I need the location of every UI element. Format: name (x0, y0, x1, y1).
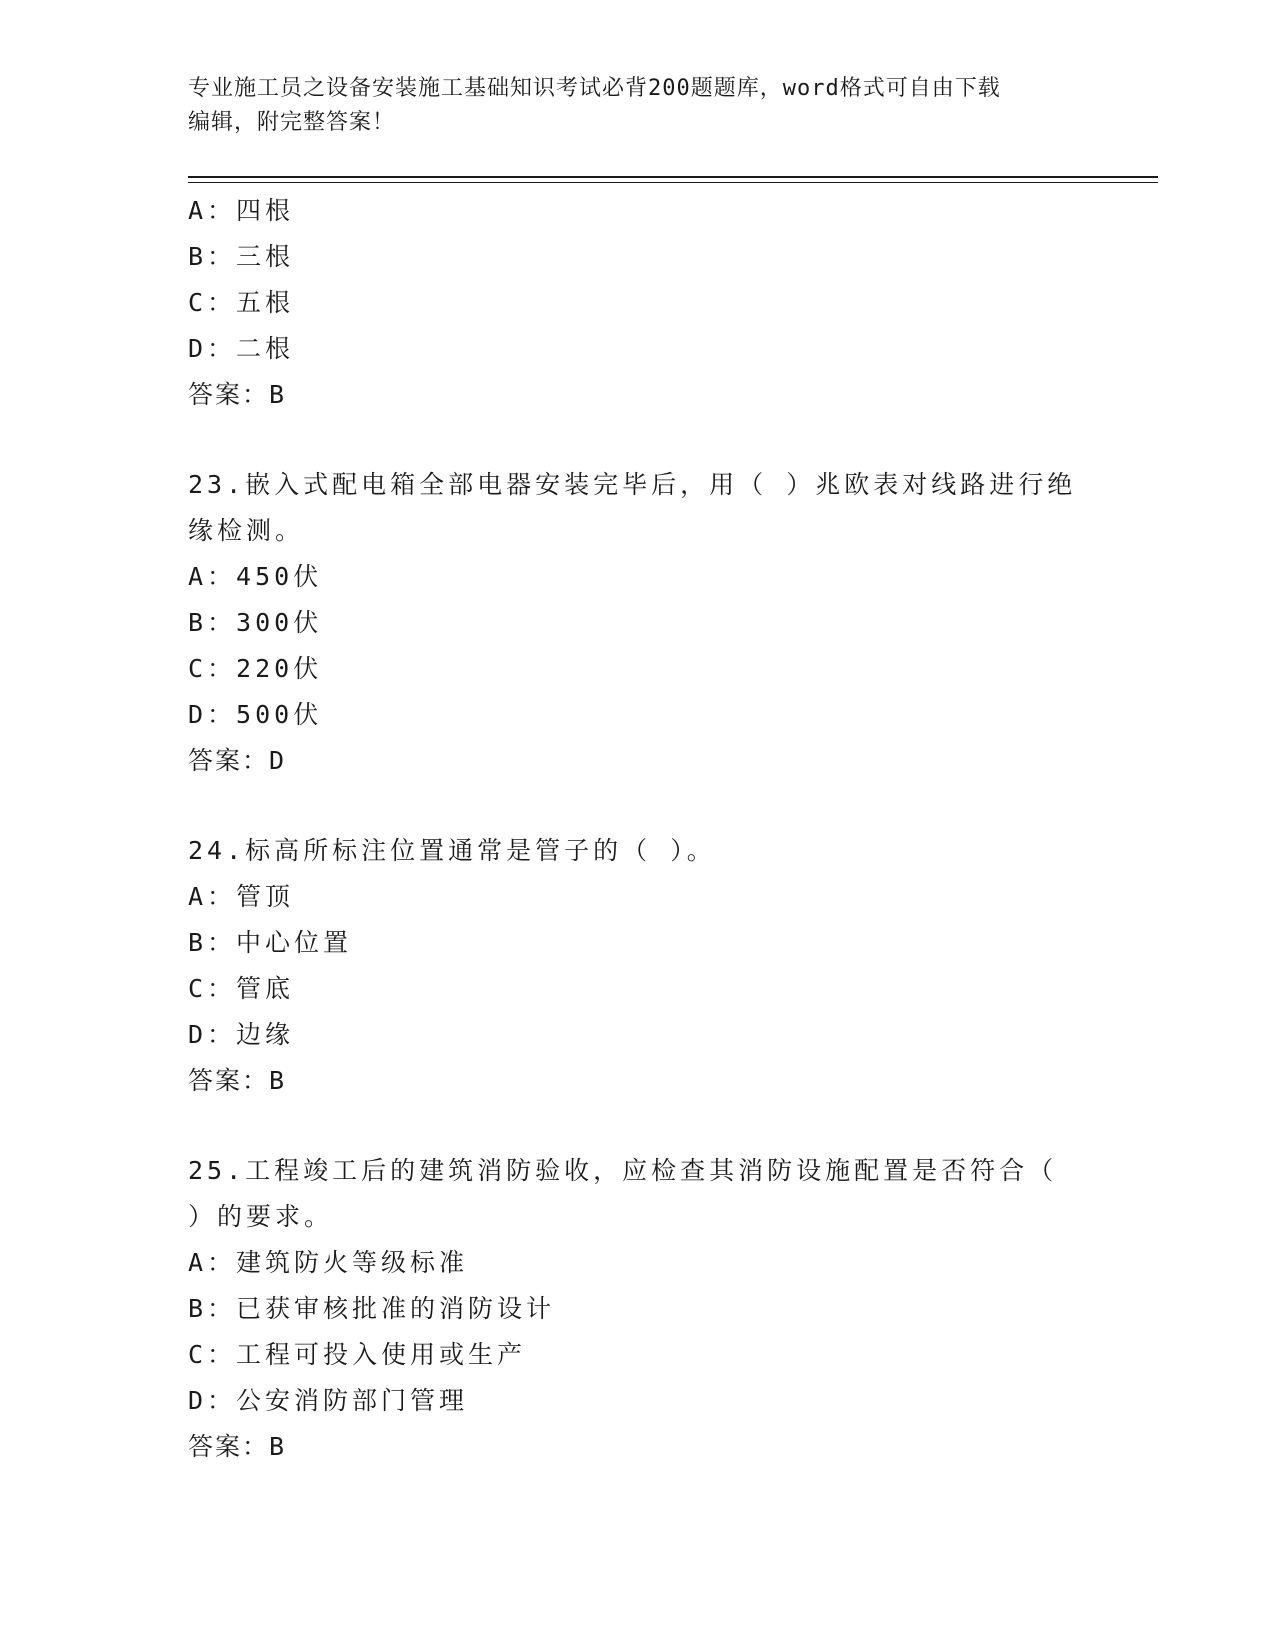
option-b: B：已获审核批准的消防设计 (188, 1294, 556, 1323)
question-22 (188, 188, 1088, 418)
spacer (188, 418, 1088, 462)
question-text-line-1: 23.嵌入式配电箱全部电器安装完毕后，用（ ）兆欧表对线路进行绝 (188, 470, 1077, 499)
option-a: A：建筑防火等级标准 (188, 1248, 469, 1277)
answer-line: 答案：B (188, 380, 287, 409)
question-text-line-2: ）的要求。 (188, 1202, 334, 1231)
option-d: D：二根 (188, 334, 295, 363)
option-c: C：管底 (188, 974, 295, 1003)
header-rule-thick (188, 176, 1158, 178)
spacer (188, 784, 1088, 828)
option-d: D：500伏 (188, 700, 323, 729)
document-header (188, 72, 1088, 140)
answer-line: 答案：B (188, 1432, 287, 1461)
option-a: A：管顶 (188, 882, 295, 911)
question-24 (188, 828, 1088, 1104)
question-25 (188, 1148, 1088, 1470)
option-b: B：中心位置 (188, 928, 353, 957)
question-text-line-1: 24.标高所标注位置通常是管子的（ ）。 (188, 836, 716, 865)
option-c: C：220伏 (188, 654, 323, 683)
option-a: A：450伏 (188, 562, 323, 591)
option-c: C：五根 (188, 288, 295, 317)
spacer (188, 1104, 1088, 1148)
question-list (188, 188, 1088, 1470)
answer-line: 答案：B (188, 1066, 287, 1095)
question-text-line-2: 缘检测。 (188, 516, 305, 545)
option-d: D：边缘 (188, 1020, 295, 1049)
option-d: D：公安消防部门管理 (188, 1386, 469, 1415)
header-line-1: 专业施工员之设备安装施工基础知识考试必背200题题库，word格式可自由下载 (188, 76, 1001, 101)
option-b: B：三根 (188, 242, 295, 271)
question-text-line-1: 25.工程竣工后的建筑消防验收，应检查其消防设施配置是否符合（ (188, 1156, 1058, 1185)
answer-line: 答案：D (188, 746, 287, 775)
header-line-2: 编辑，附完整答案！ (188, 110, 396, 135)
question-23 (188, 462, 1088, 784)
header-rule-thin (188, 182, 1158, 183)
option-b: B：300伏 (188, 608, 323, 637)
option-a: A：四根 (188, 196, 295, 225)
option-c: C：工程可投入使用或生产 (188, 1340, 527, 1369)
